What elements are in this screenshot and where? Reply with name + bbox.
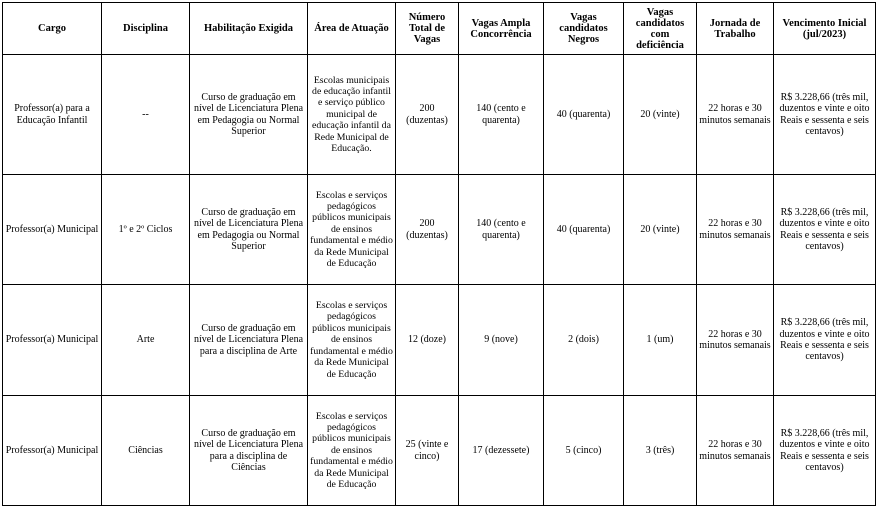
header-vencimento: Vencimento Inicial (jul/2023) bbox=[774, 3, 876, 55]
header-jornada: Jornada de Trabalho bbox=[697, 3, 774, 55]
cell-vencimento: R$ 3.228,66 (três mil, duzentos e vinte e oito Reais e sessenta e seis centavos) bbox=[774, 396, 876, 506]
cell-ampla: 140 (cento e quarenta) bbox=[459, 55, 544, 175]
header-cargo: Cargo bbox=[3, 3, 102, 55]
header-row bbox=[3, 3, 876, 55]
cell-ampla: 9 (nove) bbox=[459, 285, 544, 396]
cell-cargo: Professor(a) para a Educação Infantil bbox=[3, 55, 102, 175]
cell-numero-total: 12 (doze) bbox=[396, 285, 459, 396]
cell-habilitacao: Curso de graduação em nível de Licenciatura Plena para a disciplina de Arte bbox=[190, 285, 308, 396]
cell-deficiencia: 20 (vinte) bbox=[624, 175, 697, 285]
cell-jornada: 22 horas e 30 minutos semanais bbox=[697, 55, 774, 175]
table-row bbox=[3, 396, 876, 506]
header-habilitacao: Habilitação Exigida bbox=[190, 3, 308, 55]
cell-negros: 2 (dois) bbox=[544, 285, 624, 396]
cell-jornada: 22 horas e 30 minutos semanais bbox=[697, 396, 774, 506]
cell-deficiencia: 20 (vinte) bbox=[624, 55, 697, 175]
cell-habilitacao: Curso de graduação em nível de Licenciatura Plena em Pedagogia ou Normal Superior bbox=[190, 175, 308, 285]
cell-area: Escolas municipais de educação infantil e serviço público municipal de educação infantil da Rede Municipal de Educação. bbox=[308, 55, 396, 175]
cell-habilitacao: Curso de graduação em nível de Licenciatura Plena em Pedagogia ou Normal Superior bbox=[190, 55, 308, 175]
cell-cargo: Professor(a) Municipal bbox=[3, 285, 102, 396]
cell-vencimento: R$ 3.228,66 (três mil, duzentos e vinte e oito Reais e sessenta e seis centavos) bbox=[774, 285, 876, 396]
cell-area: Escolas e serviços pedagógicos públicos municipais de ensinos fundamental e médio da Rede Municipal de Educação bbox=[308, 396, 396, 506]
header-area: Área de Atuação bbox=[308, 3, 396, 55]
cell-deficiencia: 3 (três) bbox=[624, 396, 697, 506]
header-deficiencia: Vagas candidatos com deficiência bbox=[624, 3, 697, 55]
header-negros: Vagas candidatos Negros bbox=[544, 3, 624, 55]
cell-jornada: 22 horas e 30 minutos semanais bbox=[697, 175, 774, 285]
header-numero-total: Número Total de Vagas bbox=[396, 3, 459, 55]
cell-ampla: 17 (dezessete) bbox=[459, 396, 544, 506]
cell-disciplina: 1º e 2º Ciclos bbox=[102, 175, 190, 285]
cell-area: Escolas e serviços pedagógicos públicos municipais de ensinos fundamental e médio da Rede Municipal de Educação bbox=[308, 285, 396, 396]
cell-cargo: Professor(a) Municipal bbox=[3, 396, 102, 506]
cell-numero-total: 25 (vinte e cinco) bbox=[396, 396, 459, 506]
cell-area: Escolas e serviços pedagógicos públicos municipais de ensinos fundamental e médio da Rede Municipal de Educação bbox=[308, 175, 396, 285]
cell-numero-total: 200 (duzentas) bbox=[396, 175, 459, 285]
cell-vencimento: R$ 3.228,66 (três mil, duzentos e vinte e oito Reais e sessenta e seis centavos) bbox=[774, 55, 876, 175]
header-disciplina: Disciplina bbox=[102, 3, 190, 55]
header-ampla: Vagas Ampla Concorrência bbox=[459, 3, 544, 55]
table-row bbox=[3, 175, 876, 285]
cell-disciplina: -- bbox=[102, 55, 190, 175]
cell-negros: 5 (cinco) bbox=[544, 396, 624, 506]
cell-jornada: 22 horas e 30 minutos semanais bbox=[697, 285, 774, 396]
cell-habilitacao: Curso de graduação em nível de Licenciatura Plena para a disciplina de Ciências bbox=[190, 396, 308, 506]
cell-negros: 40 (quarenta) bbox=[544, 175, 624, 285]
cell-vencimento: R$ 3.228,66 (três mil, duzentos e vinte e oito Reais e sessenta e seis centavos) bbox=[774, 175, 876, 285]
table-row bbox=[3, 55, 876, 175]
cell-deficiencia: 1 (um) bbox=[624, 285, 697, 396]
cell-numero-total: 200 (duzentas) bbox=[396, 55, 459, 175]
cell-negros: 40 (quarenta) bbox=[544, 55, 624, 175]
cell-cargo: Professor(a) Municipal bbox=[3, 175, 102, 285]
cell-disciplina: Ciências bbox=[102, 396, 190, 506]
vacancy-table bbox=[2, 2, 876, 506]
table-row bbox=[3, 285, 876, 396]
cell-disciplina: Arte bbox=[102, 285, 190, 396]
cell-ampla: 140 (cento e quarenta) bbox=[459, 175, 544, 285]
